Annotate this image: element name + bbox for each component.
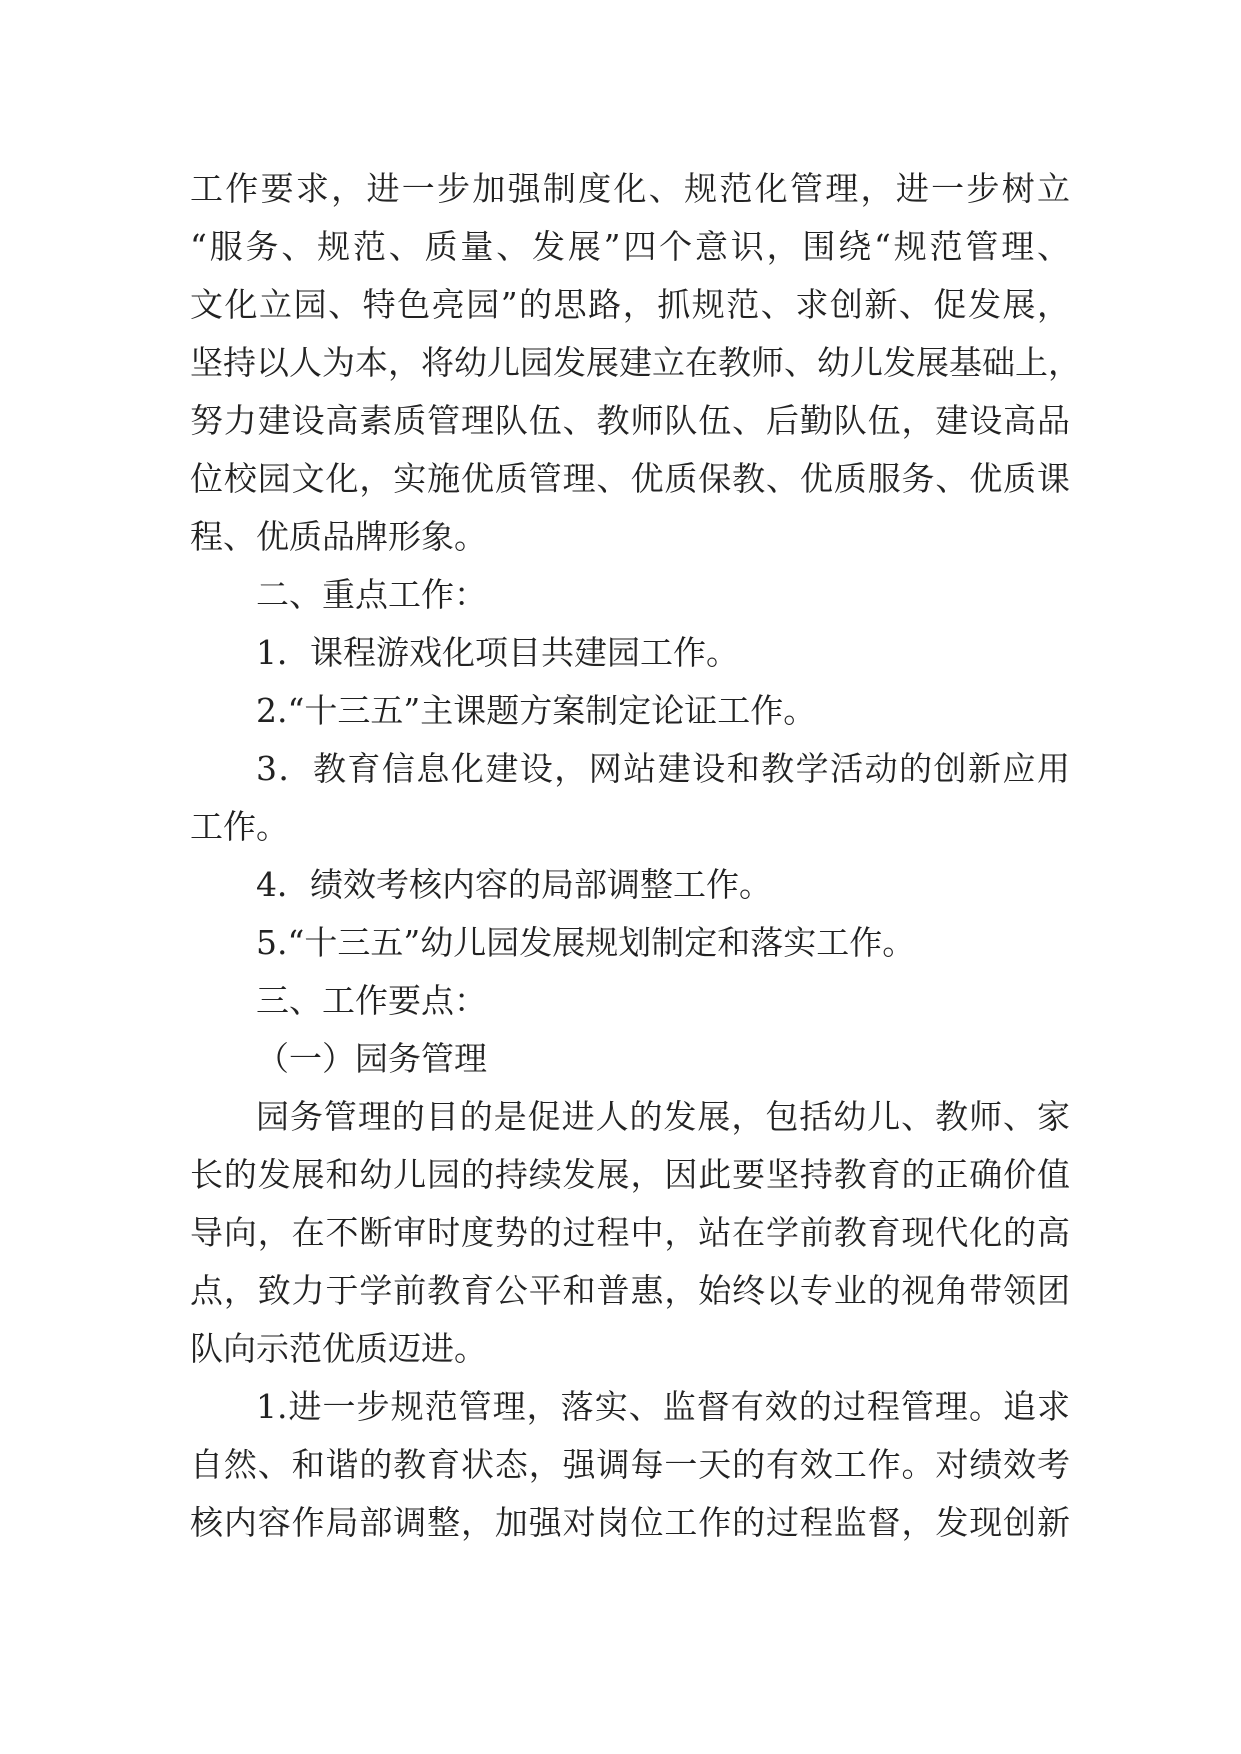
list-item: 1．课程游戏化项目共建园工作。 [256,633,739,672]
paragraph-line: 位校园文化，实施优质管理、优质保教、优质服务、优质课 [190,459,1070,498]
paragraph-line: 坚持以人为本，将幼儿园发展建立在教师、幼儿发展基础上， [190,343,1081,382]
paragraph-line: “服务、规范、质量、发展”四个意识，围绕“规范管理、 [190,227,1070,266]
list-item-continuation: 工作。 [190,807,289,846]
subsection-heading: （一）园务管理 [256,1039,487,1078]
paragraph-line: 导向，在不断审时度势的过程中，站在学前教育现代化的高 [190,1213,1070,1252]
section-heading: 三、工作要点： [256,981,487,1020]
list-item: 5.“十三五”幼儿园发展规划制定和落实工作。 [256,923,916,962]
paragraph-line: 自然、和谐的教育状态，强调每一天的有效工作。对绩效考 [190,1445,1070,1484]
list-item: 4．绩效考核内容的局部调整工作。 [256,865,772,904]
paragraph-line: 队向示范优质迈进。 [190,1329,487,1368]
paragraph-line: 文化立园、特色亮园”的思路，抓规范、求创新、促发展， [190,285,1070,324]
paragraph-line: 园务管理的目的是促进人的发展，包括幼儿、教师、家 [256,1097,1070,1136]
paragraph-line: 核内容作局部调整，加强对岗位工作的过程监督，发现创新 [190,1503,1070,1542]
list-item: 3．教育信息化建设，网站建设和教学活动的创新应用 [256,749,1070,788]
paragraph-line: 工作要求，进一步加强制度化、规范化管理，进一步树立 [190,169,1070,208]
list-item: 2.“十三五”主课题方案制定论证工作。 [256,691,817,730]
document-body [190,160,1081,1552]
section-heading: 二、重点工作： [256,575,487,614]
paragraph-line: 1.进一步规范管理，落实、监督有效的过程管理。追求 [256,1387,1070,1426]
paragraph-line: 长的发展和幼儿园的持续发展，因此要坚持教育的正确价值 [190,1155,1070,1194]
paragraph-line: 努力建设高素质管理队伍、教师队伍、后勤队伍，建设高品 [190,401,1070,440]
paragraph-line: 点，致力于学前教育公平和普惠，始终以专业的视角带领团 [190,1271,1070,1310]
paragraph-line: 程、优质品牌形象。 [190,517,487,556]
